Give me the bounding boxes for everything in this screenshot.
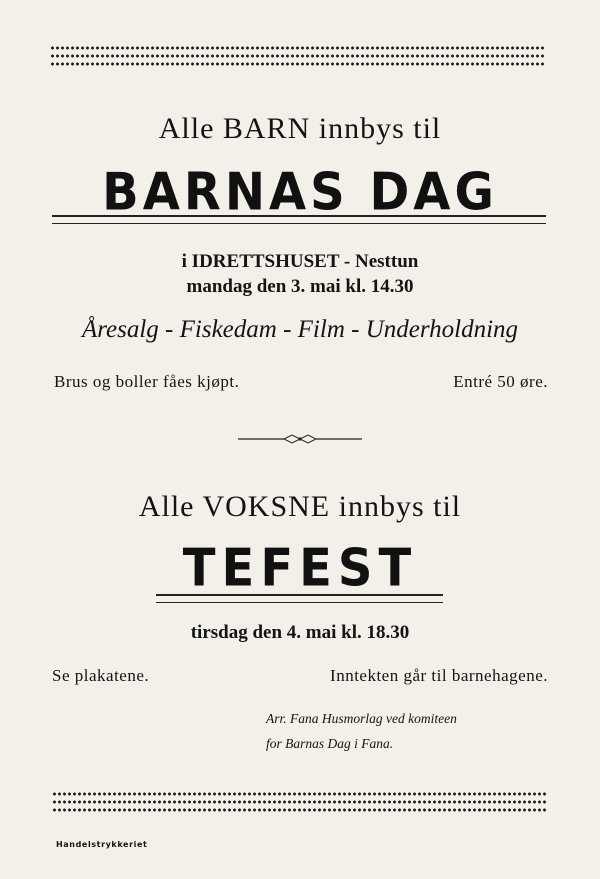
adults-invite-heading: Alle VOKSNE innbys til bbox=[138, 490, 462, 523]
tefest-date-time-line: tirsdag den 4. mai kl. 18.30 bbox=[190, 622, 410, 643]
date-time-line: mandag den 3. mai kl. 14.30 bbox=[186, 276, 414, 297]
venue-line: i IDRETTSHUSET - Nesttun bbox=[181, 251, 419, 272]
double-rule-2 bbox=[156, 594, 443, 603]
activities-line: Åresalg - Fiskedam - Film - Underholdning bbox=[81, 316, 519, 343]
entry-price-text: Entré 50 øre. bbox=[453, 372, 548, 391]
bottom-dot-border bbox=[52, 790, 548, 814]
proceeds-text: Inntekten går til barnehagene. bbox=[330, 666, 548, 685]
printer-credit: Handelstrykkeriet bbox=[56, 840, 148, 849]
double-rule-1 bbox=[52, 215, 546, 224]
see-posters-text: Se plakatene. bbox=[52, 666, 150, 685]
barnas-dag-title: BARNAS DAG bbox=[102, 161, 498, 223]
children-invite-heading: Alle BARN innbys til bbox=[158, 112, 442, 145]
top-dot-border bbox=[50, 44, 546, 68]
ornament-divider-icon bbox=[238, 432, 362, 446]
organizer-line-2: for Barnas Dag i Fana. bbox=[266, 736, 394, 751]
tefest-title: TEFEST bbox=[182, 537, 418, 599]
refreshments-text: Brus og boller fåes kjøpt. bbox=[54, 372, 240, 391]
organizer-line-1: Arr. Fana Husmorlag ved komiteen bbox=[266, 711, 457, 726]
